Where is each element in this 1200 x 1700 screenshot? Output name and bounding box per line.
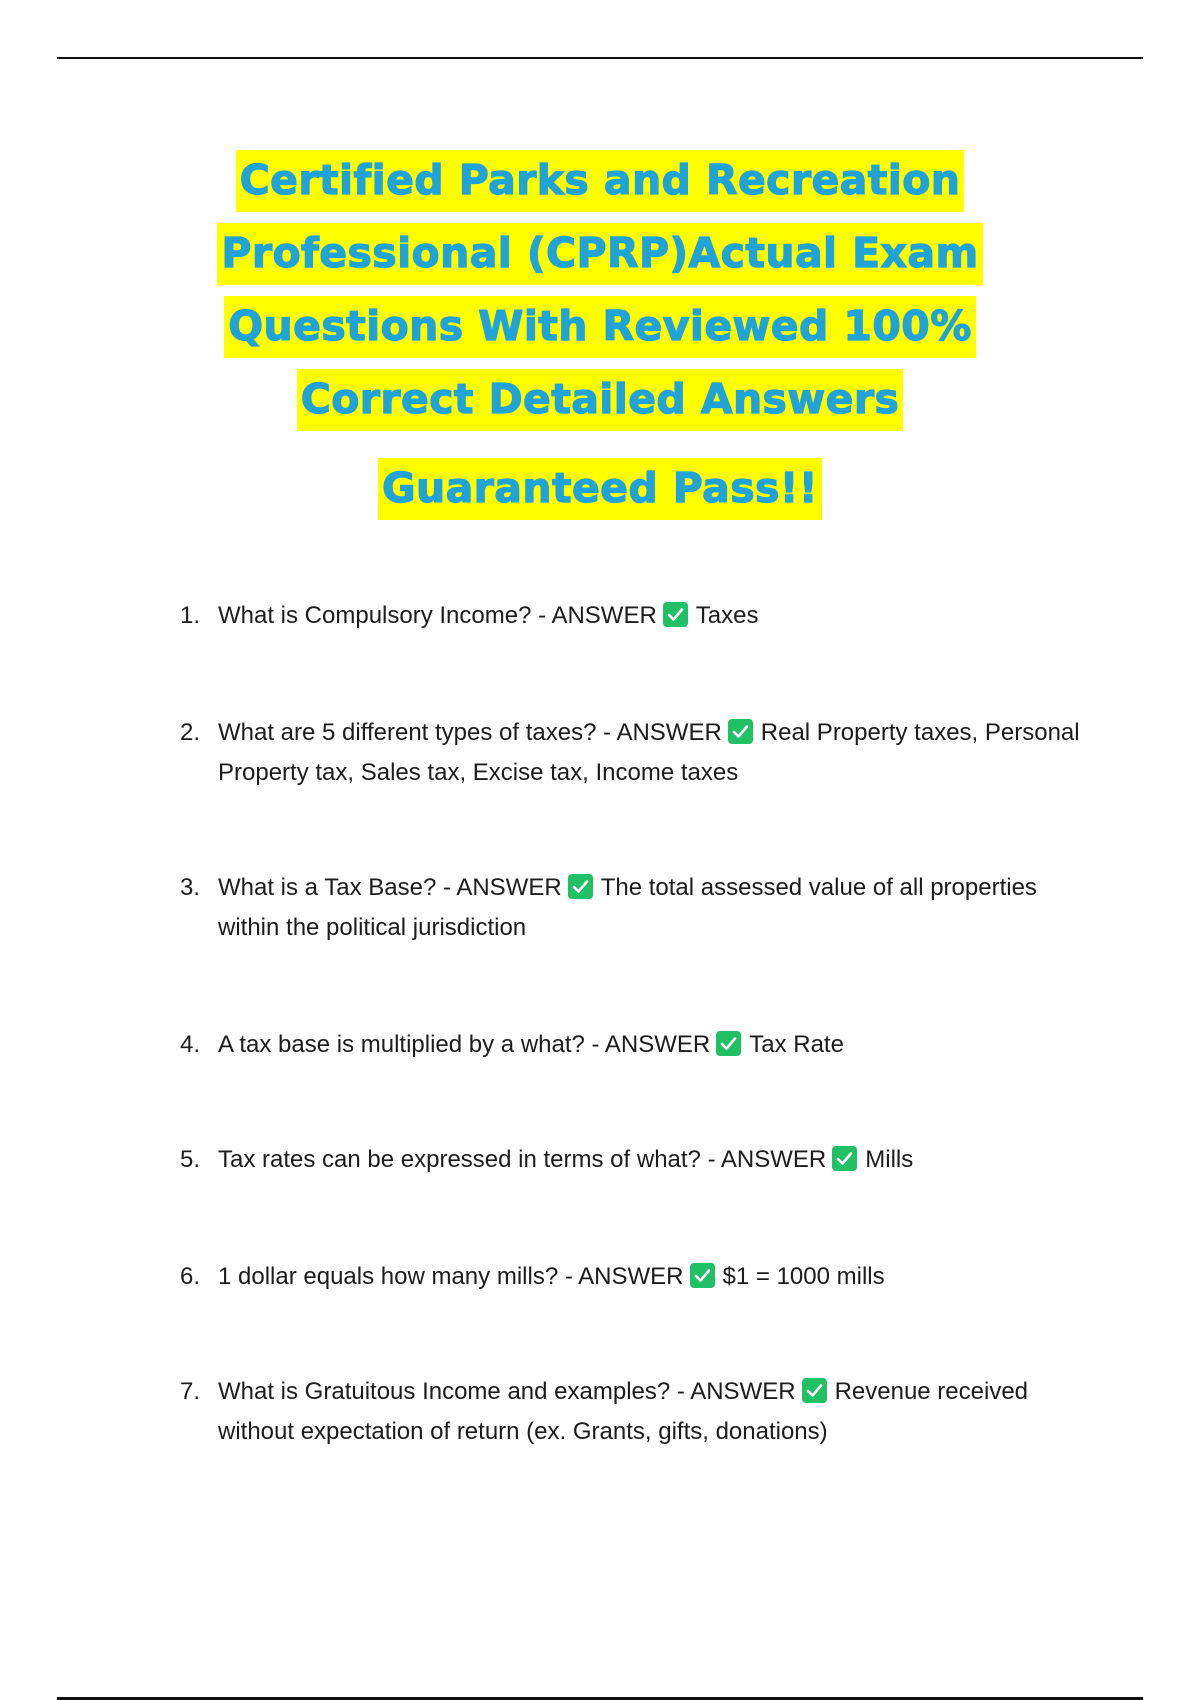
document-title [0,144,1200,525]
qa-number: 6. [180,1263,201,1290]
qa-item [180,596,1100,636]
question-text: 1 dollar equals how many mills? - ANSWER [218,1263,684,1290]
check-box-icon [716,1031,741,1056]
qa-number: 1. [180,602,201,629]
question-text: Tax rates can be expressed in terms of what? - ANSWER [218,1146,827,1173]
qa-item [180,1257,1100,1297]
check-box-icon [832,1146,857,1171]
title-line-1: Certified Parks and Recreation [0,144,1200,217]
check-box-icon [802,1378,827,1403]
title-line-4: Correct Detailed Answers [0,363,1200,436]
question-text: A tax base is multiplied by a what? - ANSWER [218,1031,711,1058]
qa-item [180,1140,1100,1180]
answer-text: Revenue received without expectation of return (ex. Grants, gifts, donations) [218,1378,1029,1445]
question-text: What is Gratuitous Income and examples? - ANSWER [218,1378,796,1405]
qa-number: 4. [180,1031,201,1058]
qa-item [180,1372,1100,1452]
qa-number: 2. [180,719,201,746]
qa-number: 7. [180,1378,201,1405]
qa-item [180,1025,1100,1065]
title-line-3: Questions With Reviewed 100% [0,290,1200,363]
question-text: What are 5 different types of taxes? - ANSWER [218,719,722,746]
check-box-icon [663,602,688,627]
answer-text: Taxes [695,602,759,629]
qa-number: 3. [180,874,201,901]
qa-item [180,868,1100,948]
title-line-5: Guaranteed Pass!! [0,452,1200,525]
top-rule [57,57,1143,59]
answer-text: Tax Rate [749,1031,844,1058]
check-box-icon [568,874,593,899]
question-text: What is Compulsory Income? - ANSWER [218,602,657,629]
answer-text: The total assessed value of all properties within the political jurisdiction [218,874,1037,941]
check-box-icon [690,1263,715,1288]
answer-text: Mills [865,1146,914,1173]
answer-text: $1 = 1000 mills [722,1263,885,1290]
title-line-2: Professional (CPRP)Actual Exam [0,217,1200,290]
question-text: What is a Tax Base? - ANSWER [218,874,562,901]
qa-number: 5. [180,1146,201,1173]
qa-item [180,713,1100,793]
answer-text: Real Property taxes, Personal Property tax, Sales tax, Excise tax, Income taxes [218,719,1080,786]
check-box-icon [728,719,753,744]
